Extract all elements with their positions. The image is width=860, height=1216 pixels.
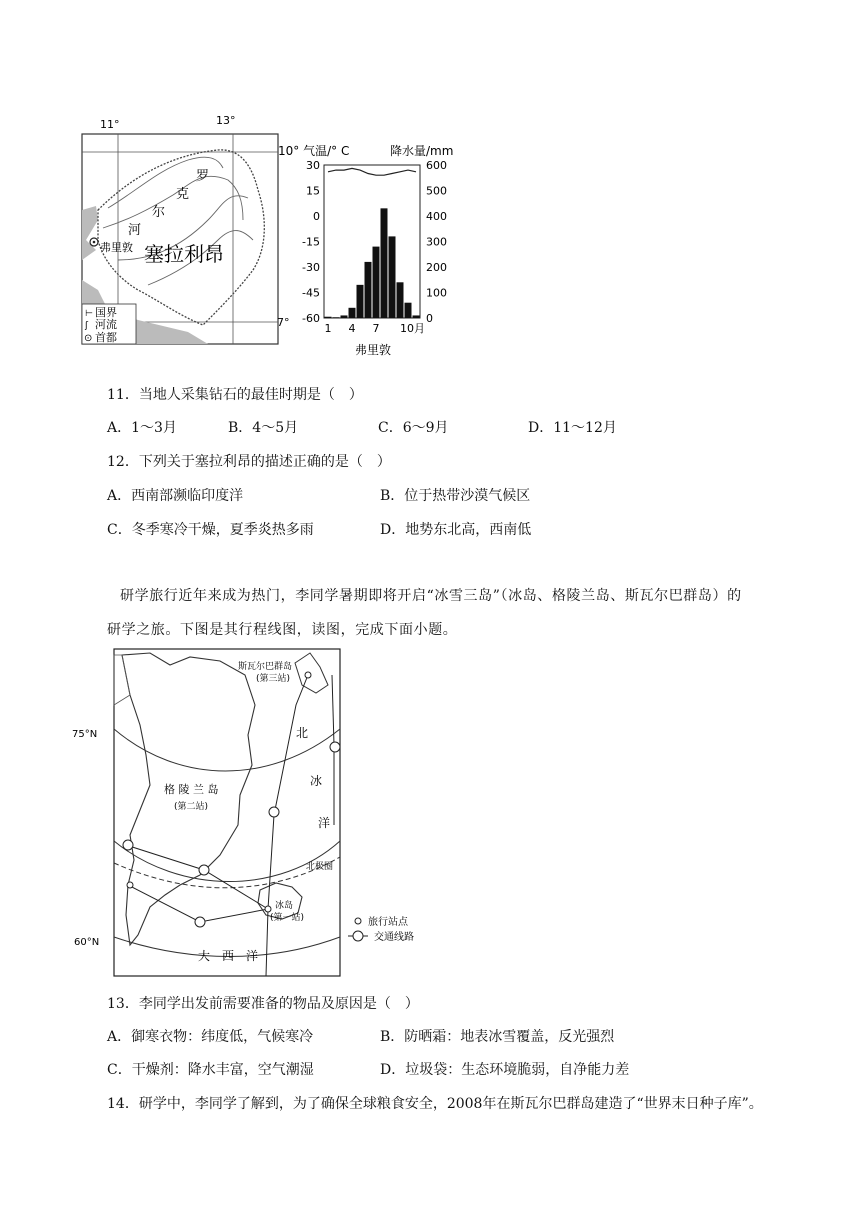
sierra-leone-map — [78, 110, 288, 350]
atlantic-label: 大 西 洋 — [198, 949, 259, 963]
stop-iceland-icon — [265, 906, 271, 912]
temp-ticks — [302, 159, 320, 325]
month-tick-label: 4 — [348, 322, 356, 335]
q12-option-d[interactable]: D．地势东北高，西南低 — [380, 522, 532, 538]
q12-option-a[interactable]: A．西南部濒临印度洋 — [107, 488, 244, 504]
temp-tick-label: 15 — [306, 184, 320, 198]
precip-bar — [389, 236, 396, 318]
legend-border-label: 国界 — [95, 306, 117, 319]
river-char-4: 河 — [128, 223, 142, 238]
lat-60-label: 60°N — [74, 937, 100, 948]
q13-option-b[interactable]: B．防晒霜：地表冰雪覆盖，反光强烈 — [380, 1029, 615, 1045]
greenland-label: 格 陵 兰 岛 — [164, 783, 219, 796]
precip-tick-label: 500 — [426, 184, 447, 198]
svalbard-stop-label: (第三站) — [256, 674, 291, 684]
precip-axis-label: 降水量/mm — [390, 144, 454, 158]
precip-bar — [381, 208, 388, 318]
precip-bar — [405, 303, 412, 318]
stop-svalbard-icon — [305, 672, 311, 678]
precip-tick-label: 600 — [426, 159, 447, 172]
legend-route-label: 交通线路 — [374, 932, 414, 943]
q11-stem: 11．当地人采集钻石的最佳时期是（ ） — [107, 387, 363, 403]
precip-ticks — [426, 159, 447, 325]
legend-capital-icon: ⊙ — [84, 333, 93, 344]
route-line — [126, 675, 334, 976]
passage-line-2: 研学之旅。下图是其行程线图，读图，完成下面小题。 — [107, 622, 458, 638]
passage-line-1: 研学旅行近年来成为热门，李同学暑期即将开启“冰雪三岛”（冰岛、格陵兰岛、斯瓦尔巴群岛）的 — [120, 588, 742, 604]
temp-tick-label: -30 — [302, 261, 320, 274]
river-char-1: 罗 — [196, 169, 210, 184]
arctic-circle-label: 北极圈 — [306, 862, 334, 872]
ocean-char-1: 北 — [296, 726, 309, 740]
greenland-stop-label: (第二站) — [174, 802, 209, 812]
precip-bar — [341, 315, 348, 318]
iceland-stop-label: (第一站) — [270, 913, 305, 923]
legend-route-icon — [353, 931, 363, 941]
q12-option-c[interactable]: C．冬季寒冷干燥，夏季炎热多雨 — [107, 522, 314, 538]
precip-bar — [325, 317, 332, 318]
month-ticks — [325, 322, 426, 335]
q14-stem: 14．研学中，李同学了解到，为了确保全球粮食安全，2008年在斯瓦尔巴群岛建造了“世界末日种子库”。 — [107, 1096, 763, 1112]
legend-border-icon: ⊢ — [85, 309, 93, 319]
climate-chart — [276, 138, 466, 360]
temp-tick-label: -60 — [302, 312, 320, 325]
lat-7-label: 7° — [277, 316, 290, 329]
country-label: 塞拉利昂 — [144, 242, 224, 266]
legend-station-label: 旅行站点 — [368, 917, 408, 928]
temp-curve — [328, 168, 416, 175]
temp-tick-label: -15 — [302, 235, 320, 249]
temp-tick-label: 0 — [313, 210, 320, 223]
precip-bars — [325, 208, 420, 318]
svalbard-label: 斯瓦尔巴群岛 — [238, 662, 293, 672]
precip-tick-label: 400 — [426, 210, 447, 223]
q13-option-c[interactable]: C．干燥剂：降水丰富，空气潮湿 — [107, 1062, 314, 1078]
precip-tick-label: 200 — [426, 261, 447, 274]
temp-tick-label: -45 — [302, 286, 320, 300]
temp-tick-label: 30 — [306, 159, 320, 172]
lat-75-label: 75°N — [72, 729, 98, 740]
q11-option-c[interactable]: C．6～9月 — [378, 420, 449, 436]
greenland-outline — [122, 653, 255, 945]
precip-bar — [357, 285, 364, 318]
month-tick-label: 7 — [372, 322, 380, 335]
capital-label: 弗里敦 — [100, 241, 133, 254]
lon-11-label: 11° — [100, 118, 120, 131]
precip-bar — [365, 262, 372, 318]
precip-tick-label: 100 — [426, 286, 447, 300]
precip-tick-label: 300 — [426, 235, 447, 249]
precip-bar — [333, 317, 340, 318]
q11-option-d[interactable]: D．11～12月 — [528, 420, 617, 436]
q13-option-a[interactable]: A．御寒衣物：纬度低，气候寒冷 — [107, 1029, 314, 1045]
legend-capital-label: 首都 — [95, 331, 117, 344]
lon-13-label: 13° — [216, 114, 236, 127]
q11-option-b[interactable]: B．4～5月 — [228, 420, 299, 436]
q12-stem: 12．下列关于塞拉利昂的描述正确的是（ ） — [107, 454, 391, 470]
iceland-label: 冰岛 — [275, 901, 294, 911]
route-map — [70, 645, 430, 980]
temp-axis-label: 10° 气温/° C — [278, 144, 350, 158]
precip-bar — [349, 308, 356, 318]
stop-greenland-icon — [127, 882, 133, 888]
river-char-3: 尔 — [152, 205, 166, 220]
q11-option-a[interactable]: A．1～3月 — [107, 420, 177, 436]
month-tick-label: 10月 — [400, 322, 425, 335]
precip-bar — [413, 315, 420, 318]
legend-station-icon — [355, 918, 361, 924]
legend-river-label: 河流 — [95, 318, 117, 331]
q13-option-d[interactable]: D．垃圾袋：生态环境脆弱，自净能力差 — [380, 1062, 630, 1078]
precip-tick-label: 0 — [426, 312, 433, 325]
ocean-char-3: 洋 — [318, 816, 331, 830]
month-tick-label: 1 — [324, 322, 332, 335]
river-char-2: 克 — [176, 187, 190, 202]
q12-option-b[interactable]: B．位于热带沙漠气候区 — [380, 488, 531, 504]
ocean-char-2: 冰 — [310, 774, 323, 788]
legend-river-icon: ʃ — [85, 321, 89, 331]
precip-bar — [373, 247, 380, 318]
station-label: 弗里敦 — [355, 343, 392, 357]
precip-bar — [397, 282, 404, 318]
q13-stem: 13．李同学出发前需要准备的物品及原因是（ ） — [107, 996, 419, 1012]
